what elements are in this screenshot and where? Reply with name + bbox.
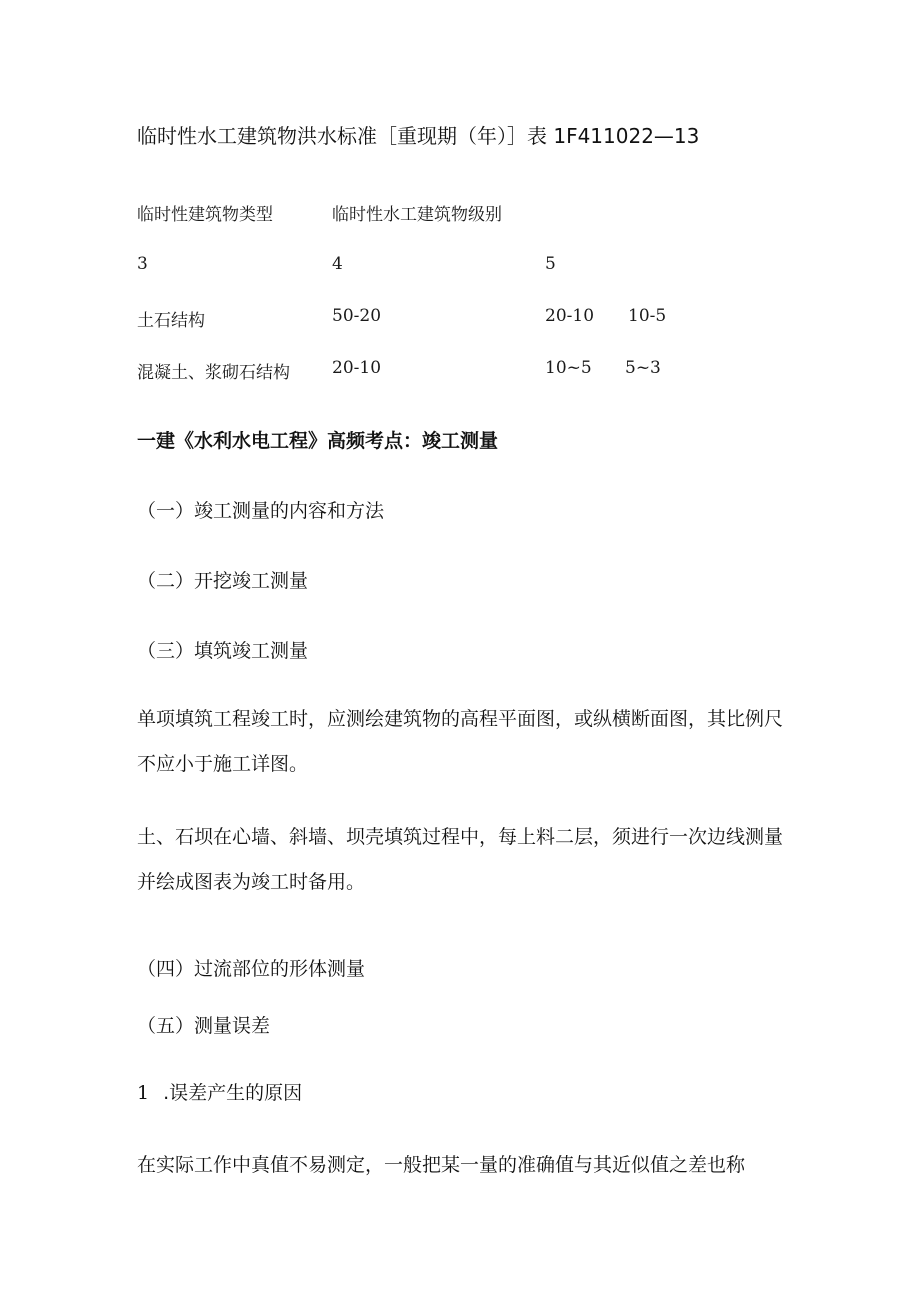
item-fill-survey: （三）填筑竣工测量 [137, 640, 309, 662]
row-concrete-type: 混凝土、浆砌石结构 [137, 363, 290, 383]
row-earth-rock-c3: 10-5 [628, 306, 667, 326]
subitem-text: .误差产生的原因 [163, 1082, 303, 1104]
item-measurement-error: （五）测量误差 [137, 1015, 271, 1037]
subitem-number: 1 [137, 1082, 150, 1104]
paragraph-true-value: 在实际工作中真值不易测定，一般把某一量的准确值与其近似值之差也称 [137, 1154, 746, 1176]
item-content-methods: （一）竣工测量的内容和方法 [137, 500, 385, 522]
row-concrete-c3: 5~3 [625, 358, 661, 378]
row-concrete-c2: 10~5 [545, 358, 592, 378]
row-earth-rock-c1: 50-20 [332, 306, 382, 326]
level-4: 4 [332, 254, 343, 274]
paragraph-fill-completion: 单项填筑工程竣工时，应测绘建筑物的高程平面图，或纵横断面图，其比例尺不应小于施工详图。 [137, 708, 784, 775]
row-earth-rock-type: 土石结构 [137, 311, 205, 331]
row-earth-rock-c2: 20-10 [545, 306, 595, 326]
header-level: 临时性水工建筑物级别 [332, 205, 502, 225]
item-flow-section-survey: （四）过流部位的形体测量 [137, 958, 366, 980]
section-heading: 一建《水利水电工程》高频考点：竣工测量 [137, 430, 499, 452]
level-5: 5 [545, 254, 556, 274]
item-excavation-survey: （二）开挖竣工测量 [137, 570, 309, 592]
row-concrete-c1: 20-10 [332, 358, 382, 378]
table-title: 临时性水工建筑物洪水标准［重现期（年）］表 1F411022—13 [137, 124, 700, 148]
subitem-error-causes [137, 1078, 302, 1105]
level-3: 3 [137, 254, 148, 274]
paragraph-dam-fill: 土、石坝在心墙、斜墙、坝壳填筑过程中，每上料二层，须进行一次边线测量并绘成图表为竣工时备用。 [137, 826, 784, 893]
header-type: 临时性建筑物类型 [137, 205, 273, 225]
